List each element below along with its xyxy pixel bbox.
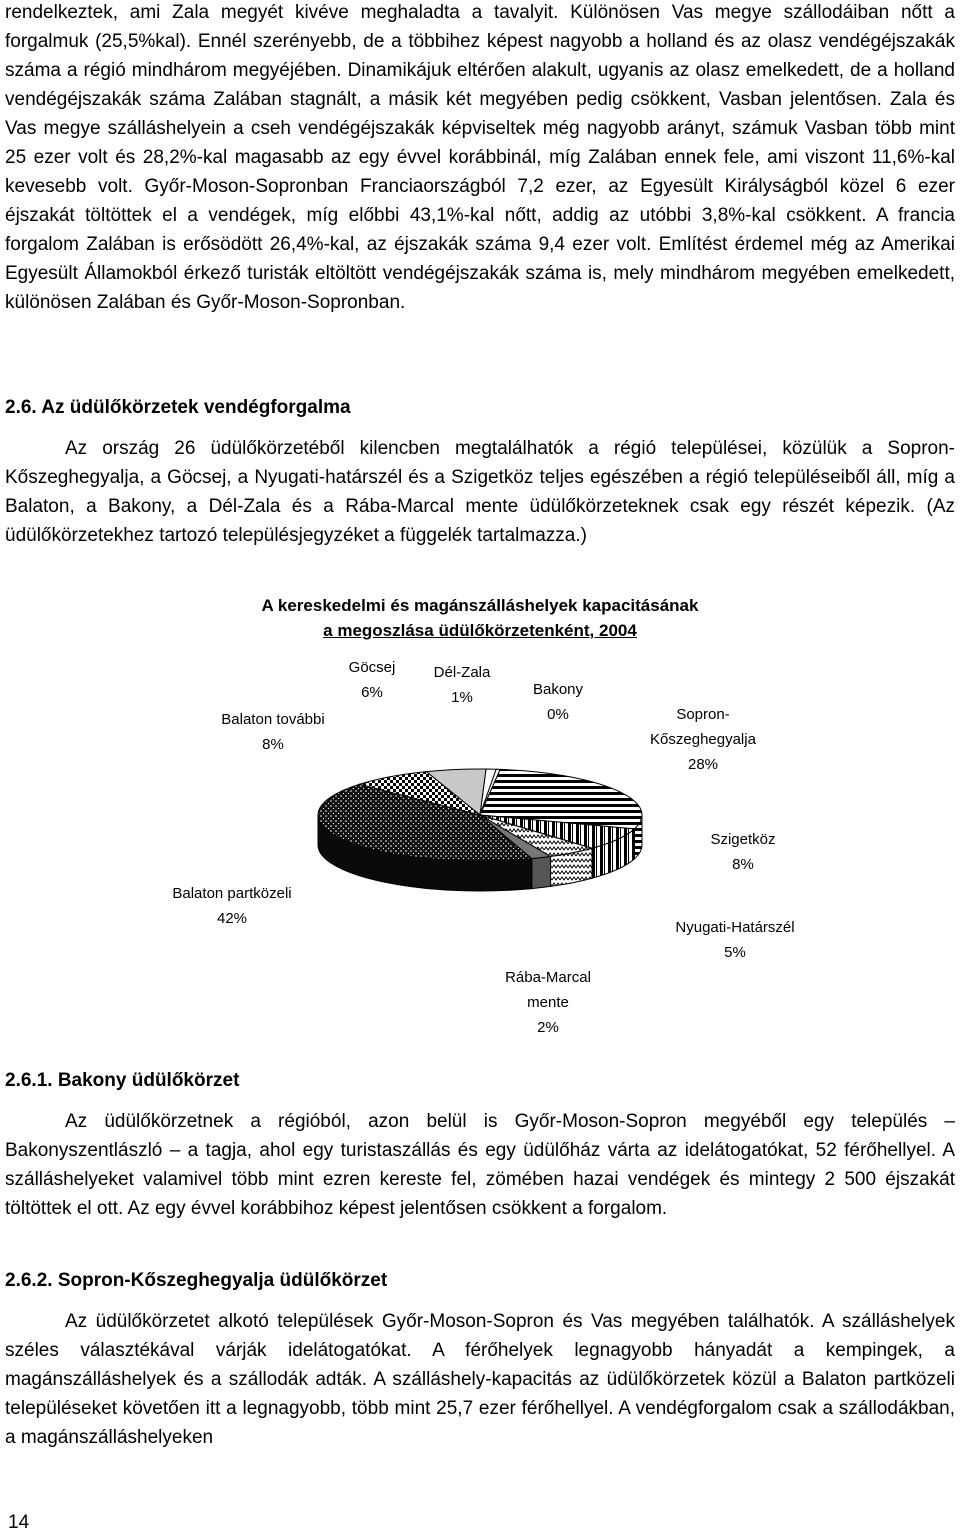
chart-title-line2: a megoszlása üdülőkörzetenként, 2004: [323, 621, 637, 640]
section-heading-2-6: 2.6. Az üdülőkörzetek vendégforgalma: [5, 397, 351, 418]
section-heading-2-6-2: 2.6.2. Sopron-Kőszeghegyalja üdülőkörzet: [5, 1270, 388, 1291]
paragraph-intro: rendelkeztek, ami Zala megyét kivéve meghaladta a tavalyit. Különösen Vas megye szállodáiban nőtt a forgalmuk (25,5%kal). Ennél szerényebb, de a többihez képest nagyobb a holland és az olasz vendégéjszakák száma a régió mindhárom megyéjében. Dinamikájuk eltérően alakult, ugyanis az olasz emelkedett, de a holland vendégéjszakák száma Zalában stagnált, a másik két megyében pedig csökkent, Vasban jelentősen. Zala és Vas megye szálláshelyein a cseh vendégéjszakák képviseltek még nagyobb arányt, számuk Vasban több mint 25 ezer volt és 28,2%-kal magasabb az egy évvel korábbinál, míg Zalában ennek fele, ami viszont 11,6%-kal kevesebb volt. Győr-Moson-Sopronban Franciaországból 7,2 ezer, az Egyesült Királyságból közel 6 ezer éjszakát töltöttek el a vendégek, míg előbbi 43,1%-kal nőtt, addig az utóbbi 3,8%-kal csökkent. A francia forgalom Zalában is erősödött 26,4%-kal, az éjszakák száma 9,4 ezer volt. Említést érdemel még az Amerikai Egyesült Államokból érkező turisták eltöltött vendégéjszakák száma is, mely mindhárom megyében emelkedett, különösen Zalában és Győr-Moson-Sopronban.: [5, 2, 955, 313]
pie-side-r-ba-marcal-mente: [532, 856, 551, 888]
label-sopron-koszeghegyalja: Sopron- Kőszeghegyalja 28%: [650, 706, 756, 773]
paragraph-resort-areas: Az ország 26 üdülőkörzetéből kilencben megtalálhatók a régió települései, közülük a Sopron-Kőszeghegyalja, a Göcsej, a Nyugati-határszél és a Szigetköz teljes egészében a régió településeiből áll, míg a Balaton, a Bakony, a Dél-Zala és a Rába-Marcal mente üdülőkörzeteknek csak egy részét képezik. (Az üdülőkörzetekhez tartozó településjegyzéket a függelék tartalmazza.): [5, 438, 955, 546]
label-szigetkoz: Szigetköz 8%: [710, 831, 776, 873]
label-del-zala: Dél-Zala 1%: [433, 664, 491, 706]
label-gocsej: Göcsej 6%: [348, 659, 396, 701]
paragraph-bakony: Az üdülőkörzetnek a régióból, azon belül is Győr-Moson-Sopron megyéből egy település – Bakonyszentlászló – a tagja, ahol egy turistaszállás és egy üdülőház várta az idelátogatókat, 52 férőhellyel. A szálláshelyeket valamivel több mint ezren kereste fel, zömében hazai vendégek és mintegy 2 500 éjszakát töltöttek el ott. Az egy évvel korábbihoz képest jelentősen csökkent a forgalom.: [5, 1111, 955, 1219]
chart-title-line1: A kereskedelmi és magánszálláshelyek kapacitásának: [261, 596, 699, 615]
label-bakony: Bakony 0%: [532, 681, 584, 723]
paragraph-sopron: Az üdülőkörzetet alkotó települések Győr-Moson-Sopron és Vas megyében találhatók. A szálláshelyek széles választékával várják idelátogatókat. A férőhelyek legnagyobb hányadát a kempingek, a magánszálláshelyek és a szállodák adták. A szálláshely-kapacitás az üdülőkörzetek közül a Balaton partközeli településeket követően itt a legnagyobb, több mint 25,7 ezer férőhellyel. A vendégforgalom csak a szállodákban, a magánszálláshelyeken: [5, 1311, 955, 1448]
label-nyugati-hatarszel: Nyugati-Határszél 5%: [675, 919, 795, 961]
label-balaton-tovabbi: Balaton további 8%: [221, 711, 325, 753]
section-heading-2-6-1: 2.6.1. Bakony üdülőkörzet: [5, 1070, 240, 1091]
label-balaton-partkozeli: Balaton partközeli 42%: [172, 885, 292, 927]
label-raba-marcal: Rába-Marcal mente 2%: [505, 969, 591, 1036]
page-number: 14: [8, 1512, 30, 1533]
